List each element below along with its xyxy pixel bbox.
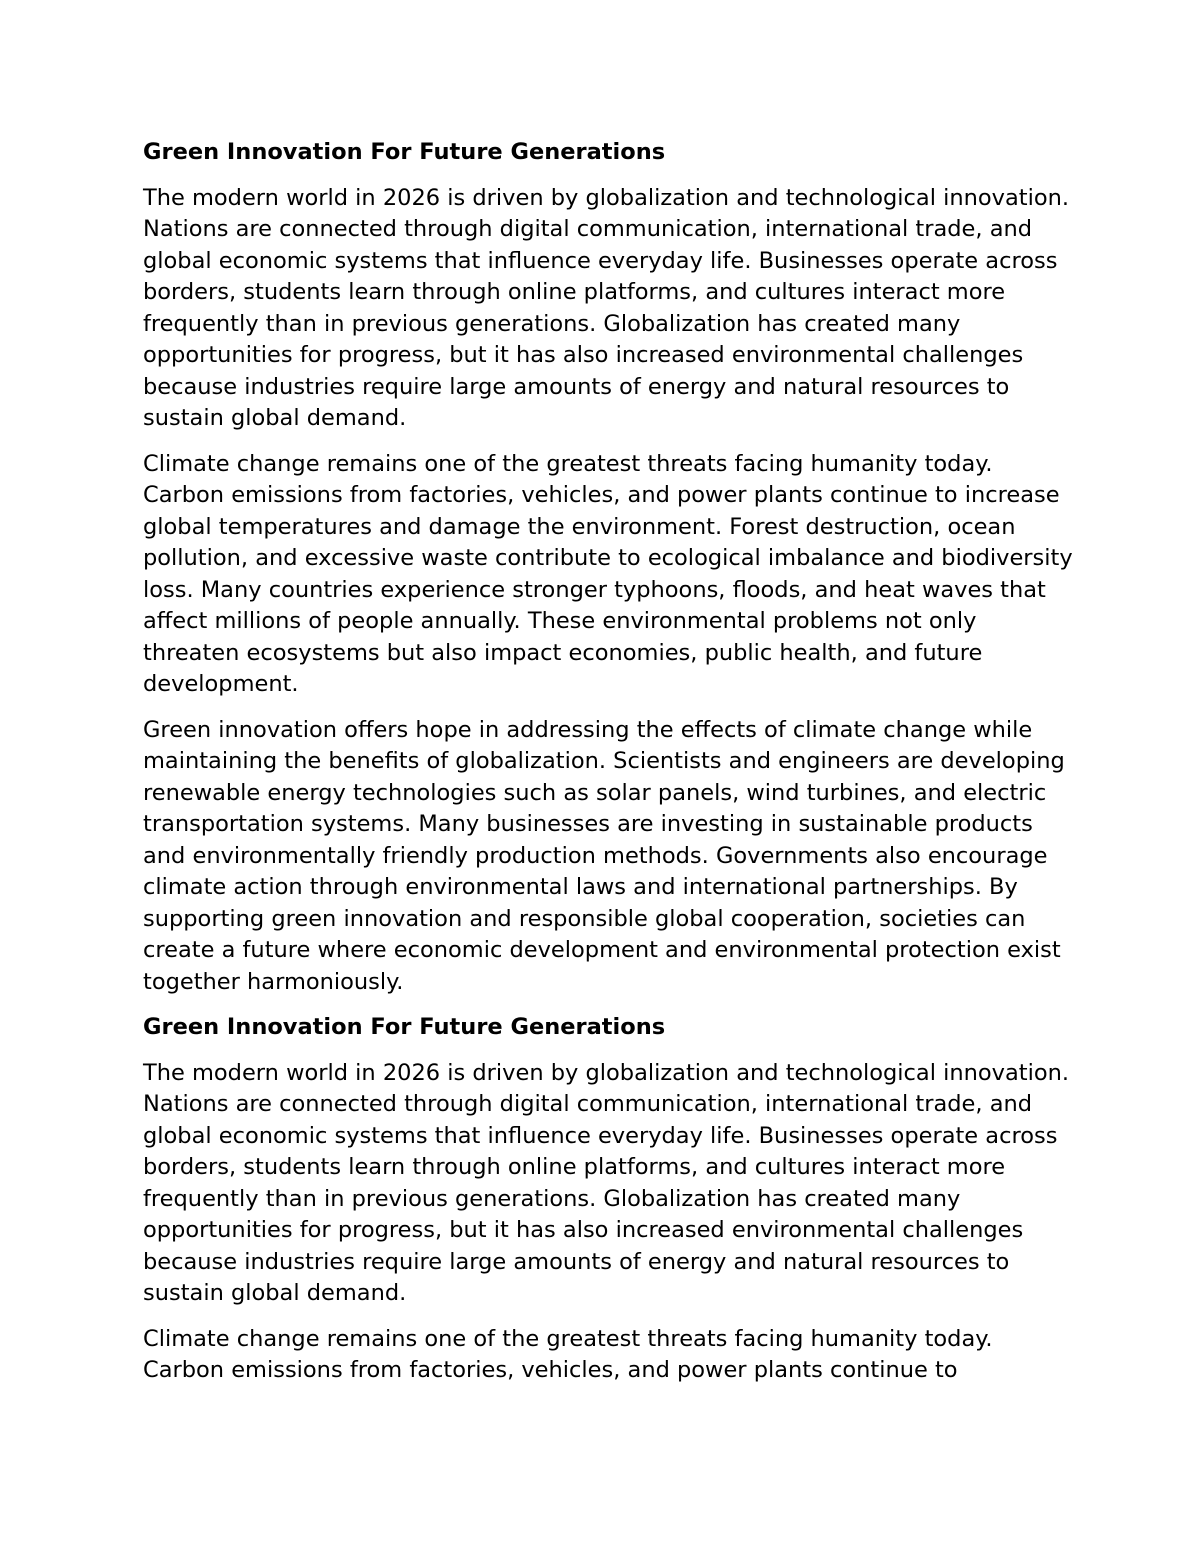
paragraph: Climate change remains one of the greatest threats facing humanity today. Carbon emissions from factories, vehicles, and power plants continue to increase global temperatures and damage the environment. Forest destruction, ocean pollution, and excessive waste contribute to ecological imbalance and biodiversity loss. Many countries experience stronger typhoons, floods, and heat waves that affect millions of people annually. These environmental problems not only threaten ecosystems but also impact economies, public health, and future development.: [143, 450, 1073, 697]
section-heading: Green Innovation For Future Generations: [143, 1014, 666, 1040]
paragraph: The modern world in 2026 is driven by globalization and technological innovation. Nations are connected through digital communication, international trade, and global economic systems that influence everyday life. Businesses operate across borders, students learn through online platforms, and cultures interact more frequently than in previous generations. Globalization has created many opportunities for progress, but it has also increased environmental challenges because industries require large amounts of energy and natural resources to sustain global demand.: [143, 1059, 1070, 1306]
section-1: [143, 137, 1073, 998]
paragraph: Climate change remains one of the greatest threats facing humanity today. Carbon emissions from factories, vehicles, and power plants continue to: [143, 1325, 993, 1383]
document-body: [143, 137, 1073, 1401]
section-2: [143, 1012, 1073, 1387]
paragraph: The modern world in 2026 is driven by globalization and technological innovation. Nations are connected through digital communication, international trade, and global economic systems that influence everyday life. Businesses operate across borders, students learn through online platforms, and cultures interact more frequently than in previous generations. Globalization has created many opportunities for progress, but it has also increased environmental challenges because industries require large amounts of energy and natural resources to sustain global demand.: [143, 184, 1070, 431]
paragraph: Green innovation offers hope in addressing the effects of climate change while maintaining the benefits of globalization. Scientists and engineers are developing renewable energy technologies such as solar panels, wind turbines, and electric transportation systems. Many businesses are investing in sustainable products and environmentally friendly production methods. Governments also encourage climate action through environmental laws and international partnerships. By supporting green innovation and responsible global cooperation, societies can create a future where economic development and environmental protection exist together harmoniously.: [143, 716, 1065, 995]
section-heading: Green Innovation For Future Generations: [143, 139, 666, 165]
